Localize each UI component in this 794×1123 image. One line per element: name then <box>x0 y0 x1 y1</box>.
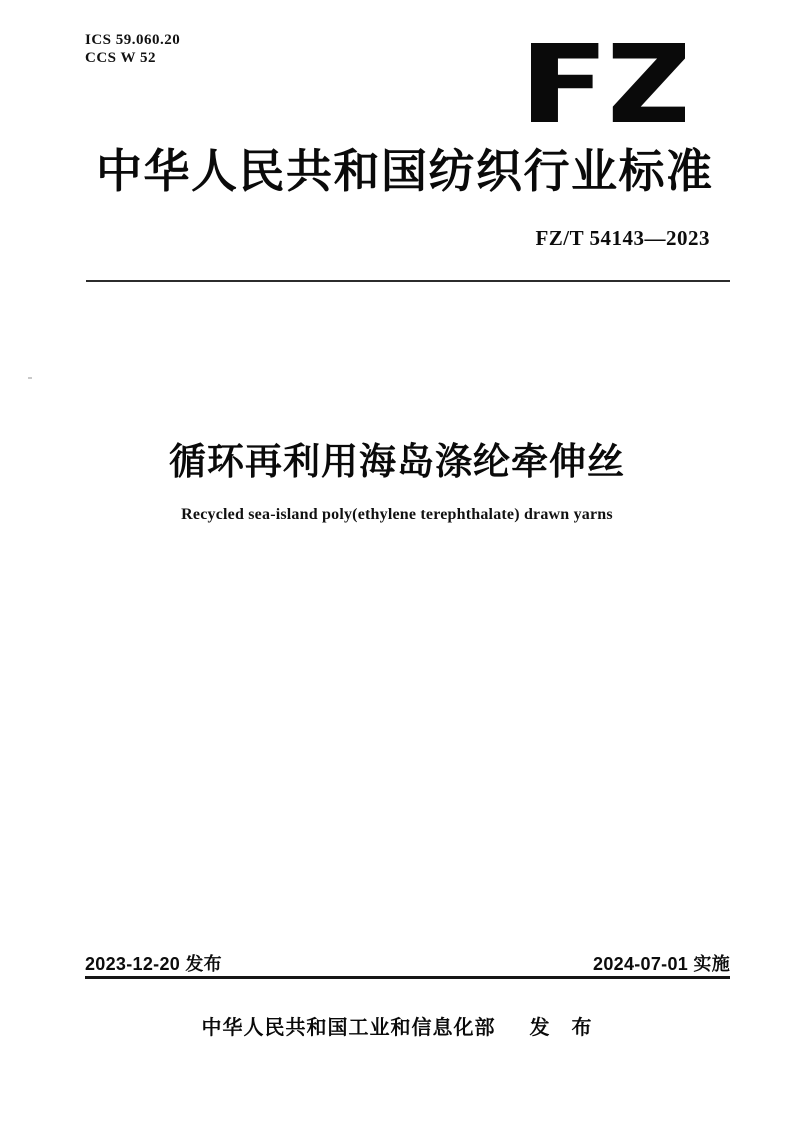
ccs-code: CCS W 52 <box>85 50 156 66</box>
issue-date: 2023-12-20 发布 <box>85 954 222 974</box>
standard-number: FZ/T 54143—2023 <box>535 226 710 250</box>
fz-logo-letter-f <box>531 43 598 122</box>
classification-codes <box>85 31 180 67</box>
issuing-body: 中华人民共和国工业和信息化部 <box>201 1017 496 1039</box>
ics-code: ICS 59.060.20 <box>85 32 181 48</box>
standard-category-heading: 中华人民共和国纺织行业标准 <box>96 145 714 197</box>
fz-logo-letter-z <box>613 43 685 122</box>
fz-logo <box>531 43 685 122</box>
implementation-date: 2024-07-01 实施 <box>593 954 730 974</box>
footer-rule <box>85 976 730 979</box>
dates-row <box>85 950 730 976</box>
publish-label: 发 布 <box>529 1017 593 1039</box>
document-title-chinese: 循环再利用海岛涤纶牵伸丝 <box>169 441 625 482</box>
issuing-body-row <box>0 1011 794 1040</box>
header-rule <box>86 280 730 282</box>
scan-artifact <box>28 377 32 379</box>
document-title-english: Recycled sea-island poly(ethylene terephthalate) drawn yarns <box>181 506 613 523</box>
